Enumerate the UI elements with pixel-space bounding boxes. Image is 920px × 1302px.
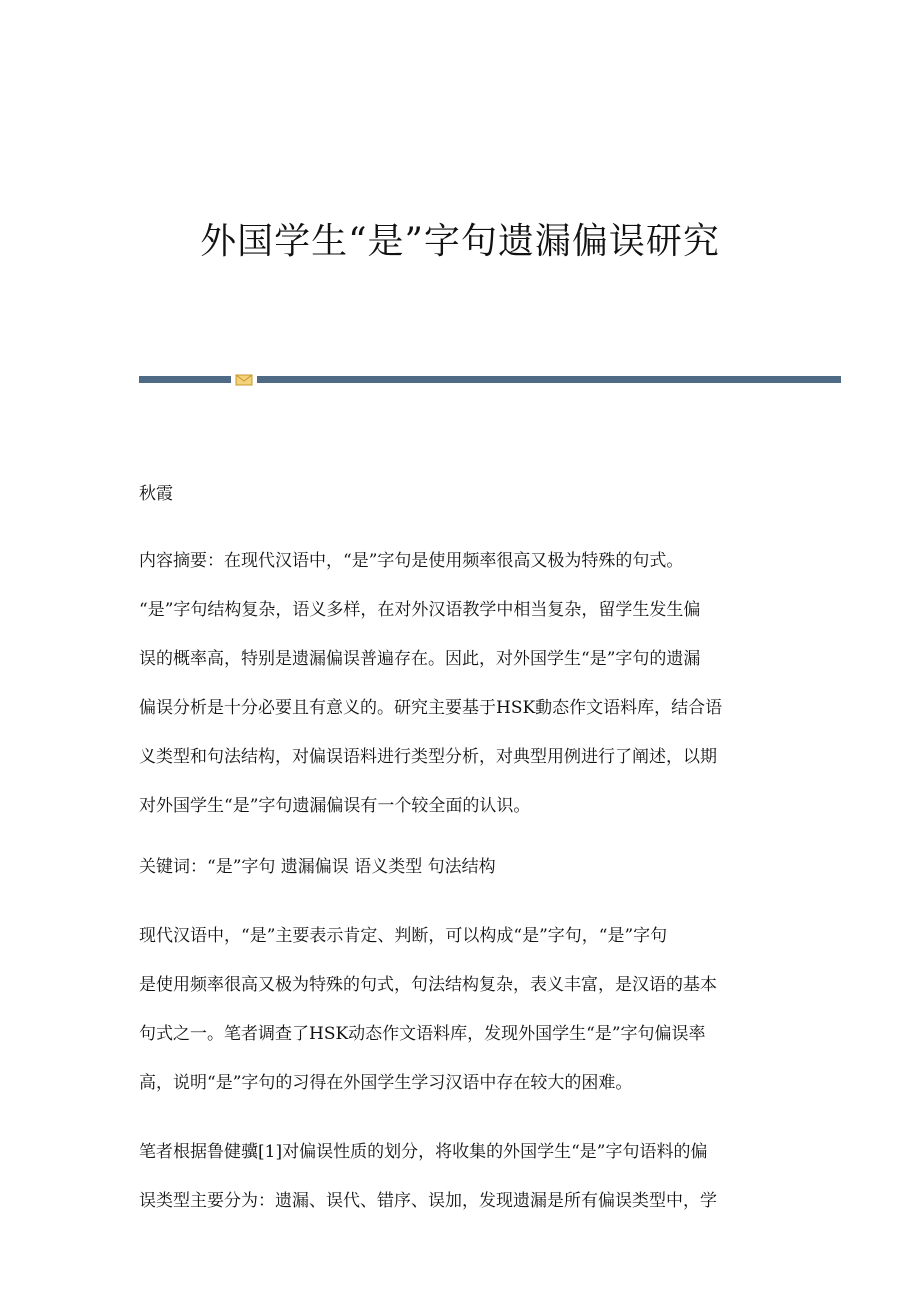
author-line: 秋霞: [139, 484, 173, 504]
body-line: 现代汉语中，“是”主要表示肯定、判断，可以构成“是”字句，“是”字句: [139, 926, 668, 946]
document-title: 外国学生“是”字句遗漏偏误研究: [200, 221, 720, 262]
author-name: [139, 470, 789, 519]
body-line: 句式之一。笔者调查了HSK动态作文语料库，发现外国学生“是”字句偏误率: [139, 1024, 706, 1044]
envelope-icon: [235, 374, 253, 386]
abstract-paragraph: [139, 537, 789, 831]
body-line: 误类型主要分为：遗漏、误代、错序、误加，发现遗漏是所有偏误类型中，学: [139, 1191, 717, 1211]
abstract-line: “是”字句结构复杂，语义多样，在对外汉语教学中相当复杂，留学生发生偏: [139, 600, 701, 620]
keywords-line: [139, 843, 789, 892]
body-paragraph: [139, 912, 789, 1108]
title-divider: [139, 374, 841, 384]
keywords-text: 关键词：“是”字句 遗漏偏误 语义类型 句法结构: [139, 857, 496, 877]
divider-bar-right: [257, 376, 841, 383]
document-body: [139, 470, 789, 1226]
body-line: 高，说明“是”字句的习得在外国学生学习汉语中存在较大的困难。: [139, 1073, 633, 1093]
body-line: 笔者根据鲁健骥[1]对偏误性质的划分，将收集的外国学生“是”字句语料的偏: [139, 1142, 708, 1162]
abstract-line: 误的概率高，特别是遗漏偏误普遍存在。因此，对外国学生“是”字句的遗漏: [139, 649, 701, 669]
abstract-line: 内容摘要：在现代汉语中，“是”字句是使用频率很高又极为特殊的句式。: [139, 551, 684, 571]
body-paragraph: [139, 1128, 789, 1226]
abstract-line: 对外国学生“是”字句遗漏偏误有一个较全面的认识。: [139, 796, 531, 816]
body-line: 是使用频率很高又极为特殊的句式，句法结构复杂，表义丰富，是汉语的基本: [139, 975, 717, 995]
abstract-line: 义类型和句法结构，对偏误语料进行类型分析，对典型用例进行了阐述，以期: [139, 747, 717, 767]
abstract-line: 偏误分析是十分必要且有意义的。研究主要基于HSK動态作文语料库，结合语: [139, 698, 723, 718]
divider-bar-left: [139, 376, 231, 383]
